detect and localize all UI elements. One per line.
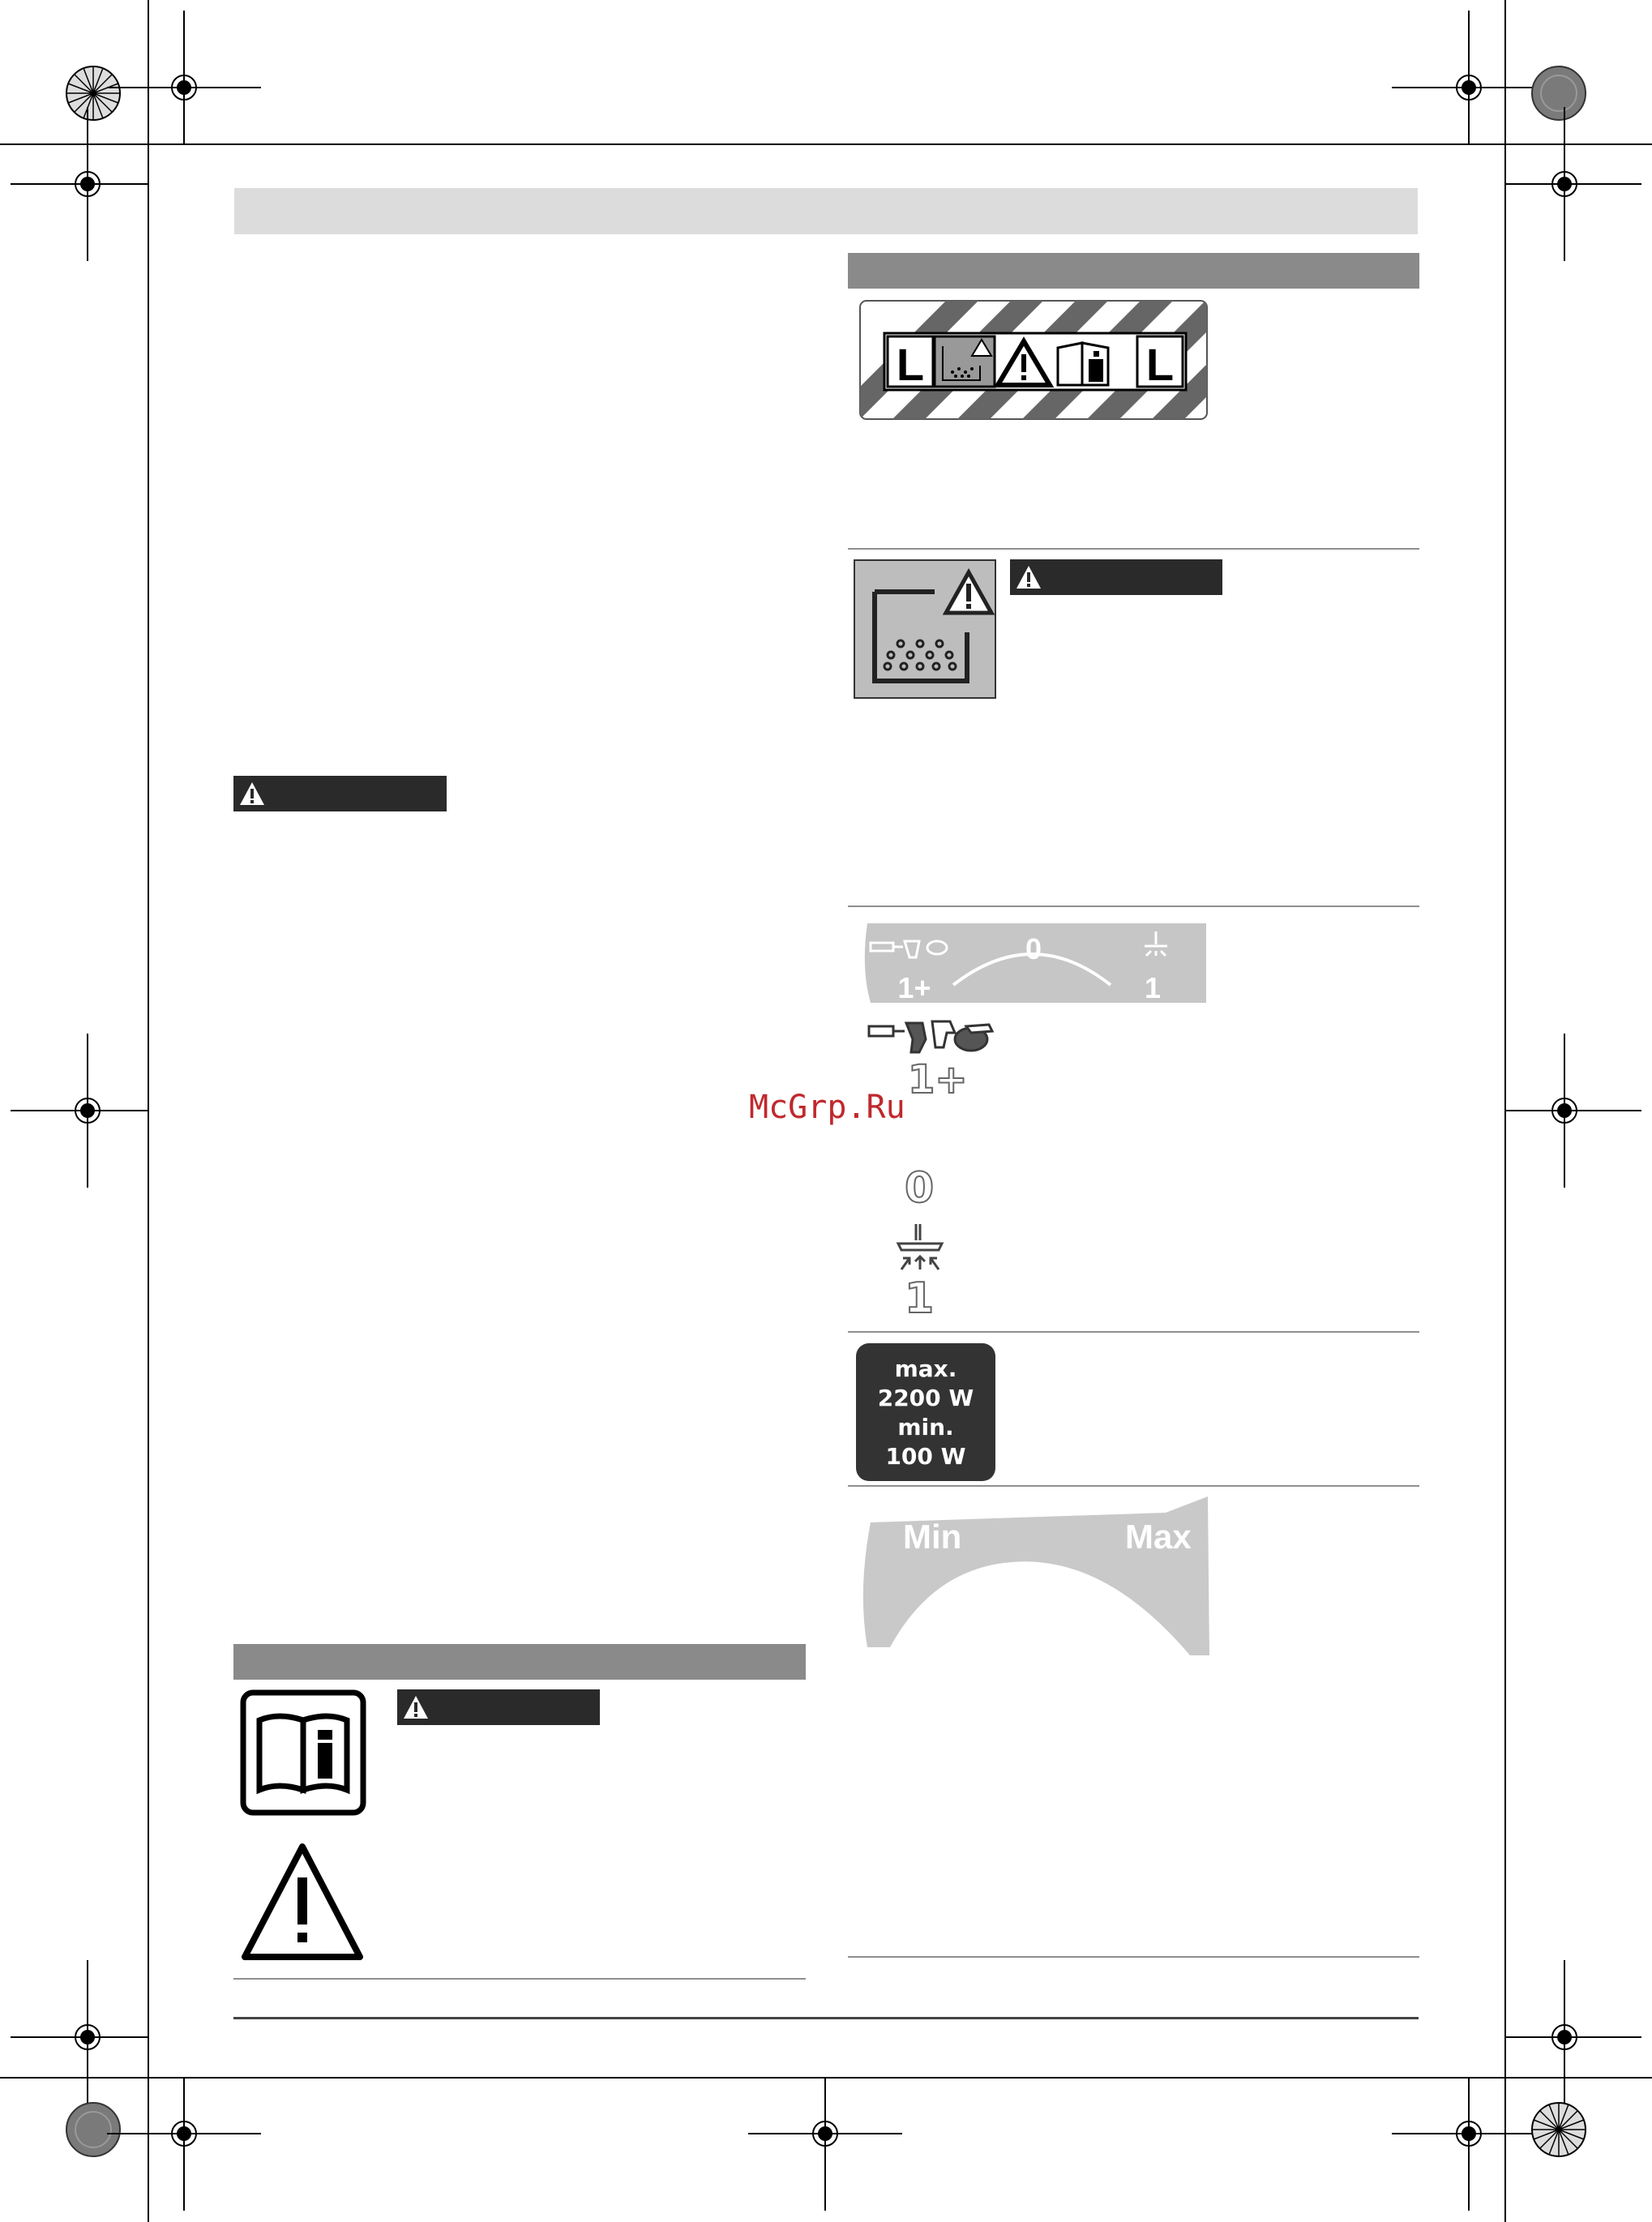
warning-triangle-icon	[238, 781, 266, 807]
legend-zero: 0	[905, 1164, 935, 1213]
warning-tag-left-2	[397, 1689, 600, 1725]
dial-center-value: 0	[1025, 932, 1042, 965]
watermark: McGrp.Ru	[749, 1089, 905, 1126]
scale-max-label: Max	[1125, 1518, 1192, 1556]
filter-label-right: L	[1145, 339, 1175, 390]
warning-triangle-icon	[402, 1694, 430, 1720]
divider-4	[848, 1485, 1419, 1487]
warning-tag-right	[1010, 559, 1222, 595]
power-min-value: 100 W	[885, 1443, 966, 1470]
scale-min-label: Min	[903, 1518, 962, 1556]
divider-2	[848, 905, 1419, 907]
read-manual-small-icon	[1058, 343, 1108, 385]
header-bar	[234, 188, 1418, 234]
legend-one-plus: 1+	[908, 1057, 968, 1102]
divider-left	[233, 1978, 806, 1980]
left-section-title-bar	[233, 1644, 806, 1680]
floor-nozzle-icon	[892, 1222, 948, 1273]
power-tool-icon	[866, 1015, 995, 1055]
power-min-label: min.	[897, 1414, 954, 1441]
suction-power-scale	[858, 1493, 1211, 1659]
power-max-value: 2200 W	[877, 1385, 974, 1411]
divider-3	[848, 1331, 1419, 1333]
warning-tag-left-1	[233, 776, 447, 811]
filter-label-left: L	[896, 339, 925, 390]
legend-one: 1	[905, 1274, 935, 1323]
warning-triangle-icon	[1015, 564, 1042, 590]
divider-1	[848, 548, 1419, 550]
right-section-title-bar	[848, 253, 1419, 289]
warning-triangle-icon	[240, 1839, 365, 1965]
power-max-label: max.	[894, 1355, 957, 1382]
dial-right-value: 1	[1144, 971, 1162, 1004]
divider-5	[848, 1956, 1419, 1958]
dust-hazard-icon	[854, 559, 996, 699]
read-manual-icon	[240, 1689, 366, 1816]
power-rating-badge	[856, 1343, 995, 1481]
dial-left-value: 1+	[897, 971, 931, 1004]
selector-dial-panel	[859, 920, 1209, 1006]
filter-class-label	[858, 299, 1210, 422]
footer-rule	[233, 2017, 1419, 2019]
